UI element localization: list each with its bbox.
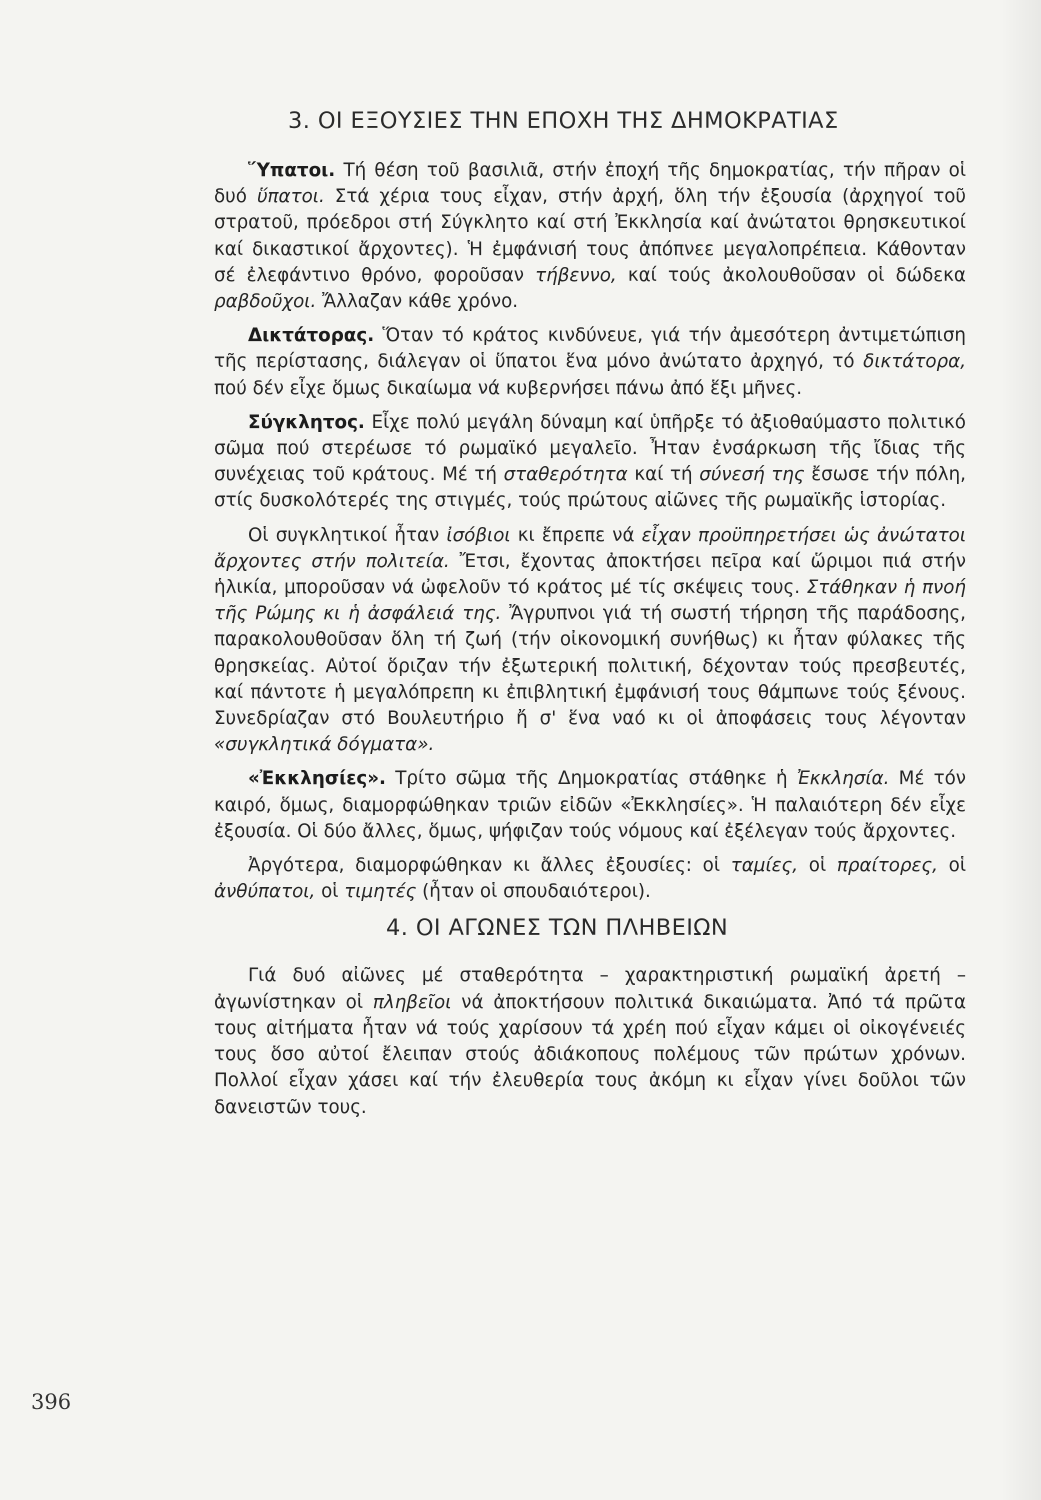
italic-text: «συγκλητικά δόγματα». bbox=[214, 734, 435, 756]
paragraph-other-offices bbox=[214, 853, 966, 905]
paragraph-assemblies bbox=[214, 766, 966, 845]
italic-text: ὕπατοι. bbox=[256, 186, 325, 208]
section-4-heading: 4. ΟΙ ΑΓΩΝΕΣ ΤΩΝ ΠΛΗΒΕΙΩΝ bbox=[386, 915, 729, 942]
text: Ἀργότερα, διαμορφώθηκαν κι ἄλλες ἐξουσίες: οἱ bbox=[248, 855, 731, 877]
paragraph-dictator bbox=[214, 323, 966, 402]
italic-text: τήβεννο, bbox=[535, 264, 617, 286]
text: ἔσωσε τήν πόλη, στίς δυσκολότερές της στιγμές, τούς πρώτους αἰῶνες τῆς ρωμαϊκῆς ἱστορίας. bbox=[214, 464, 966, 512]
text: Ἄγρυπνοι γιά τή σωστή τήρηση τῆς παράδοσης, παρακολουθοῦσαν ὅλη τή ζωή (τήν οἰκονομική συνήθως) κι ἦταν φύλακες τῆς θρησκείας. Αὐτοί ὅριζαν τήν ἐξωτερική πολιτική, δέχονταν τούς πρεσβευτές, καί πάντοτε ἡ μεγαλόπρεπη κι ἐπιβλητική ἐμφάνισή τους θάμπωνε τούς ξένους. Συνεδρίαζαν στό Βουλευτήριο ἤ σ' ἕνα ναό κι οἱ ἀποφάσεις τους λέγονταν bbox=[214, 603, 966, 730]
text: καί τή bbox=[627, 464, 700, 486]
paragraph-senate bbox=[214, 410, 966, 515]
text: Οἱ συγκλητικοί ἦταν bbox=[248, 524, 447, 546]
italic-text: ἀνθύπατοι, bbox=[214, 881, 316, 903]
text: καί τούς ἀκολουθοῦσαν οἱ δώδεκα bbox=[616, 264, 966, 286]
section-3-heading: 3. ΟΙ ΕΞΟΥΣΙΕΣ ΤΗΝ ΕΠΟΧΗ ΤΗΣ ΔΗΜΟΚΡΑΤΙΑΣ bbox=[288, 108, 839, 134]
text: Τρίτο σῶμα τῆς Δημοκρατίας στάθηκε ἡ bbox=[385, 768, 797, 790]
text: Γιά δυό αἰῶνες μέ σταθερότητα – χαρακτηριστική ρωμαϊκή ἀρετή – ἀγωνίστηκαν οἱ bbox=[214, 965, 966, 1013]
italic-text: Ἐκκλησία. bbox=[796, 768, 890, 790]
term-senate: Σύγκλητος. bbox=[248, 411, 365, 433]
term-dictator: Δικτάτορας. bbox=[248, 325, 375, 347]
text: οἱ bbox=[798, 855, 837, 877]
italic-text: ταμίες, bbox=[730, 855, 799, 877]
italic-text: ραβδοῦχοι. bbox=[214, 291, 317, 313]
italic-text: ἰσόβιοι bbox=[446, 524, 511, 546]
text: Στά χέρια τους εἶχαν, στήν ἀρχή, ὅλη τήν ἐξουσία (ἀρχηγοί τοῦ στρατοῦ, πρόεδροι στή Σύγκλητο καί στή Ἐκκλησία καί ἀνώτατοι θρησκευτικοί καί δικαστικοί ἄρχοντες). Ἡ ἐμφάνισή τους ἀπόπνεε μεγαλοπρέπεια. Κάθονταν σέ ἐλεφάντινο θρόνο, φοροῦσαν bbox=[214, 186, 966, 286]
term-assemblies: «Ἐκκλησίες». bbox=[248, 768, 386, 790]
text: οἱ bbox=[937, 855, 966, 877]
italic-text: σταθερότητα bbox=[503, 464, 628, 486]
paragraph-consuls bbox=[214, 158, 966, 315]
italic-text: πληβεῖοι bbox=[372, 991, 452, 1013]
text: πού δέν εἶχε ὅμως δικαίωμα νά κυβερνήσει πάνω ἀπό ἕξι μῆνες. bbox=[214, 377, 803, 399]
paragraph-plebeians bbox=[214, 963, 966, 1120]
page-edge-shadow bbox=[1001, 0, 1041, 1500]
italic-text: Στάθηκαν ἡ πνοή τῆς Ρώμης κι ἡ ἀσφάλειά της. bbox=[214, 577, 966, 625]
paragraph-senators bbox=[214, 523, 966, 759]
italic-text: τιμητές bbox=[344, 881, 417, 903]
italic-text: πραίτορες, bbox=[836, 855, 938, 877]
term-consuls: Ὕπατοι. bbox=[248, 160, 336, 181]
text: Μέ τόν καιρό, ὅμως, διαμορφώθηκαν τριῶν εἰδῶν «Ἐκκλησίες». Ἡ παλαιότερη δέν εἶχε ἐξουσία. Οἱ δύο ἄλλες, ὅμως, ψήφιζαν τούς νόμους καί ἐξέλεγαν τούς ἄρχοντες. bbox=[214, 768, 966, 842]
text: Ἔτσι, ἔχοντας ἀποκτήσει πεῖρα καί ὥριμοι πιά στήν ἡλικία, μποροῦσαν νά ὠφελοῦν τό κράτος μέ τίς σκέψεις τους. bbox=[214, 550, 966, 599]
italic-text: εἶχαν προϋπηρετήσει ὡς ἀνώτατοι ἄρχοντες στήν πολιτεία. bbox=[214, 524, 967, 572]
page-content bbox=[214, 108, 966, 1121]
italic-text: δικτάτορα, bbox=[863, 351, 966, 373]
page-number: 396 bbox=[31, 1390, 72, 1414]
text: κι ἔπρεπε νά bbox=[510, 524, 642, 546]
text: νά ἀποκτήσουν πολιτικά δικαιώματα. Ἀπό τά πρῶτα τους αἰτήματα ἦταν νά τούς χαρίσουν τά χρέη πού εἶχαν κάμει οἱ οἰκογένειές τους ὅσο αὐτοί ἔλειπαν στούς ἀδιάκοπους πολέμους τῶν πρώτων χρόνων. Πολλοί εἶχαν χάσει καί τήν ἐλευθερία τους ἀκόμη κι εἶχαν γίνει δοῦλοι τῶν δανειστῶν τους. bbox=[214, 991, 966, 1118]
text: Εἶχε πολύ μεγάλη δύναμη καί ὑπῆρξε τό ἀξιοθαύμαστο πολιτικό σῶμα πού στερέωσε τό ρωμαϊκό μεγαλεῖο. Ἦταν ἐνσάρκωση τῆς ἴδιας τῆς συνέχειας τοῦ κράτους. Μέ τή bbox=[214, 411, 966, 486]
text: (ἦταν οἱ σπουδαιότεροι). bbox=[416, 881, 651, 903]
text: Ὅταν τό κράτος κινδύνευε, γιά τήν ἀμεσότερη ἀντιμετώπιση τῆς περίστασης, διάλεγαν οἱ ὕπατοι ἕνα μόνο ἀνώτατο ἀρχηγό, τό bbox=[214, 325, 966, 373]
text: Τή θέση τοῦ βασιλιᾶ, στήν ἐποχή τῆς δημοκρατίας, τήν πῆραν οἱ δυό bbox=[214, 160, 966, 208]
italic-text: σύνεσή της bbox=[699, 464, 805, 486]
text: Ἄλλαζαν κάθε χρόνο. bbox=[316, 291, 519, 313]
text: οἱ bbox=[315, 881, 345, 903]
